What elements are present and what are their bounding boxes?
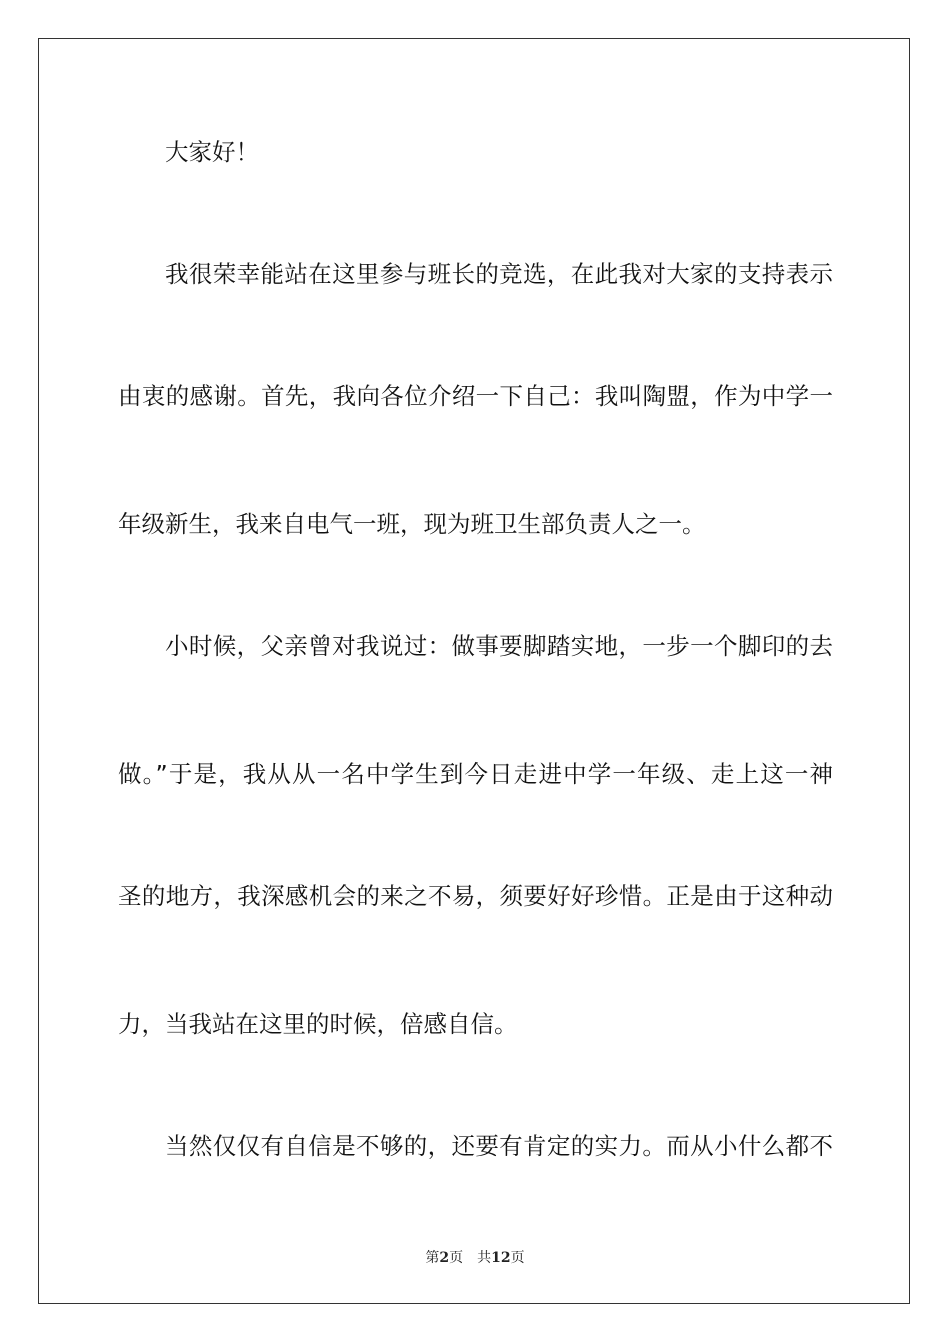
paragraph-2-line-1: 小时候，父亲曾对我说过：做事要脚踏实地，一步一个脚印的去 xyxy=(165,632,833,660)
paragraph-1-line-3: 年级新生，我来自电气一班，现为班卫生部负责人之一。 xyxy=(118,510,706,538)
paragraph-2-line-4: 力，当我站在这里的时候，倍感自信。 xyxy=(118,1010,518,1038)
total-prefix: 共 xyxy=(477,1250,492,1266)
page-border xyxy=(38,38,910,1304)
total-suffix: 页 xyxy=(510,1250,525,1266)
paragraph-2-line-2: 做。”于是，我从从一名中学生到今日走进中学一年级、走上这一神 xyxy=(118,760,833,788)
paragraph-2-line-3: 圣的地方，我深感机会的来之不易，须要好好珍惜。正是由于这种动 xyxy=(118,882,833,910)
page-suffix: 页 xyxy=(449,1250,464,1266)
page-footer xyxy=(0,1248,950,1268)
paragraph-1-line-1: 我很荣幸能站在这里参与班长的竞选，在此我对大家的支持表示 xyxy=(165,260,833,288)
paragraph-1-line-2: 由衷的感谢。首先，我向各位介绍一下自己：我叫陶盟，作为中学一 xyxy=(118,382,833,410)
page-prefix: 第 xyxy=(425,1250,440,1266)
paragraph-3-line-1: 当然仅仅有自信是不够的，还要有肯定的实力。而从小什么都不 xyxy=(165,1132,833,1160)
greeting-line: 大家好！ xyxy=(165,138,259,166)
total-pages-number: 12 xyxy=(491,1250,511,1266)
current-page-number: 2 xyxy=(439,1250,450,1266)
